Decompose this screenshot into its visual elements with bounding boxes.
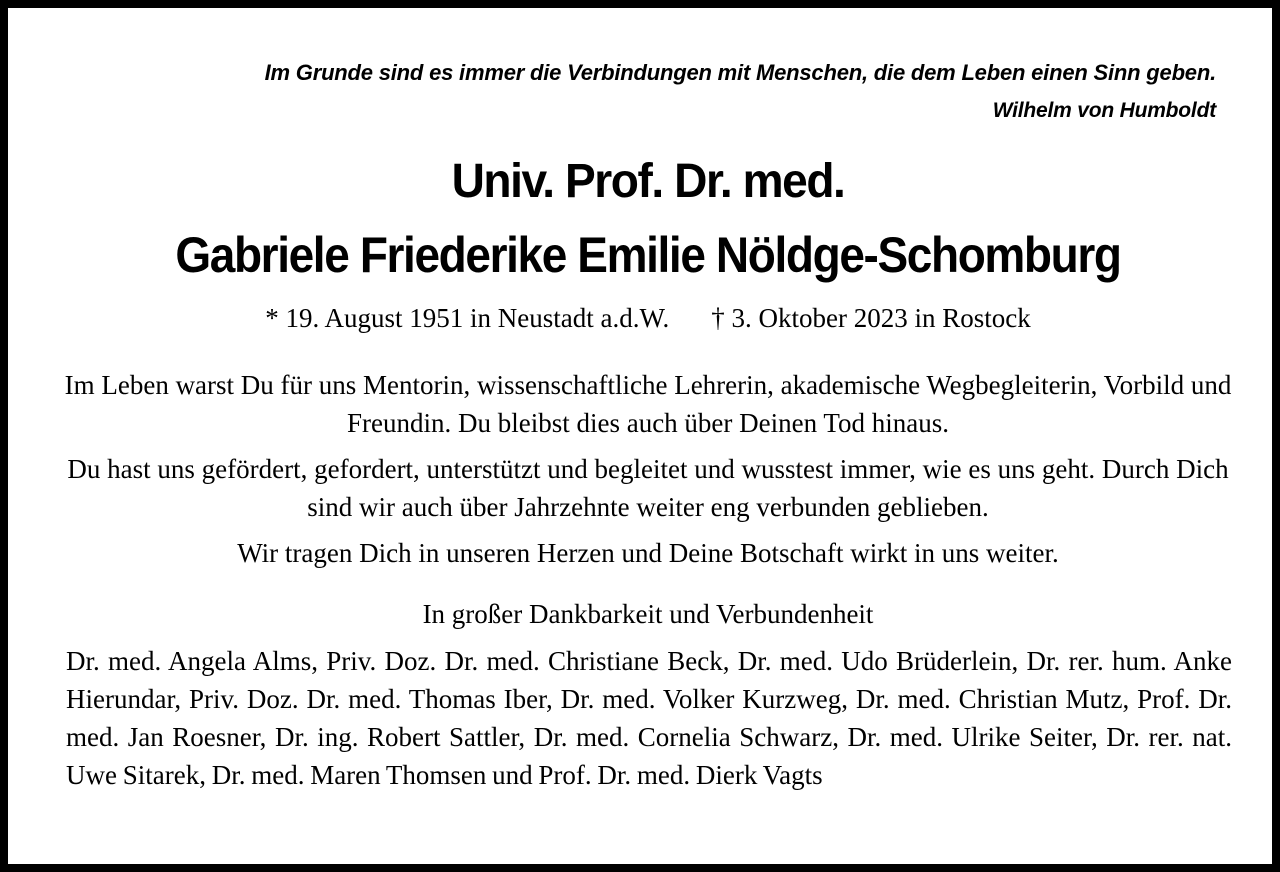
tribute-paragraph-3: Wir tragen Dich in unseren Herzen und Deine Botschaft wirkt in uns weiter. [237, 538, 1059, 568]
deceased-name: Gabriele Friederike Emilie Nöldge-Schomburg [175, 227, 1121, 283]
epigraph-quote [265, 54, 1216, 130]
closing-line: In großer Dankbarkeit und Verbundenheit [422, 599, 874, 629]
quote-author: Wilhelm von Humboldt [992, 99, 1216, 122]
quote-text: Im Grunde sind es immer die Verbindungen mit Menschen, die dem Leben einen Sinn geben. [264, 60, 1216, 85]
signatories-list: Dr. med. Angela Alms, Priv. Doz. Dr. med. Christiane Beck, Dr. med. Udo Brüderlein, Dr. rer. hum. Anke Hierundar, Priv. Doz. Dr. med. Thomas Iber, Dr. med. Volker Kurzweg, Dr. med. Christian Mutz, Prof. Dr. med. Jan Roesner, Dr. ing. Robert Sattler, Dr. med. Cornelia Schwarz, Dr. med. Ulrike Seiter, Dr. rer. nat. Uwe Sitarek, Dr. med. Maren Thomsen und Prof. Dr. med. Dierk Vagts [66, 646, 1232, 790]
death-date: † 3. Oktober 2023 in Rostock [711, 303, 1031, 333]
tribute-paragraph-1: Im Leben warst Du für uns Mentorin, wissenschaftliche Lehrerin, akademische Wegbegleiterin, Vorbild und Freundin. Du bleibst dies auch über Deinen Tod hinaus. [64, 370, 1232, 438]
birth-date: * 19. August 1951 in Neustadt a.d.W. [265, 303, 670, 333]
tribute-paragraph-2: Du hast uns gefördert, gefordert, unterstützt und begleitet und wusstest immer, wie es uns geht. Durch Dich sind wir auch über Jahrzehnte weiter eng verbunden geblieben. [67, 454, 1229, 522]
life-dates [8, 300, 1280, 336]
academic-title: Univ. Prof. Dr. med. [451, 155, 845, 208]
tribute-text [58, 366, 1238, 580]
